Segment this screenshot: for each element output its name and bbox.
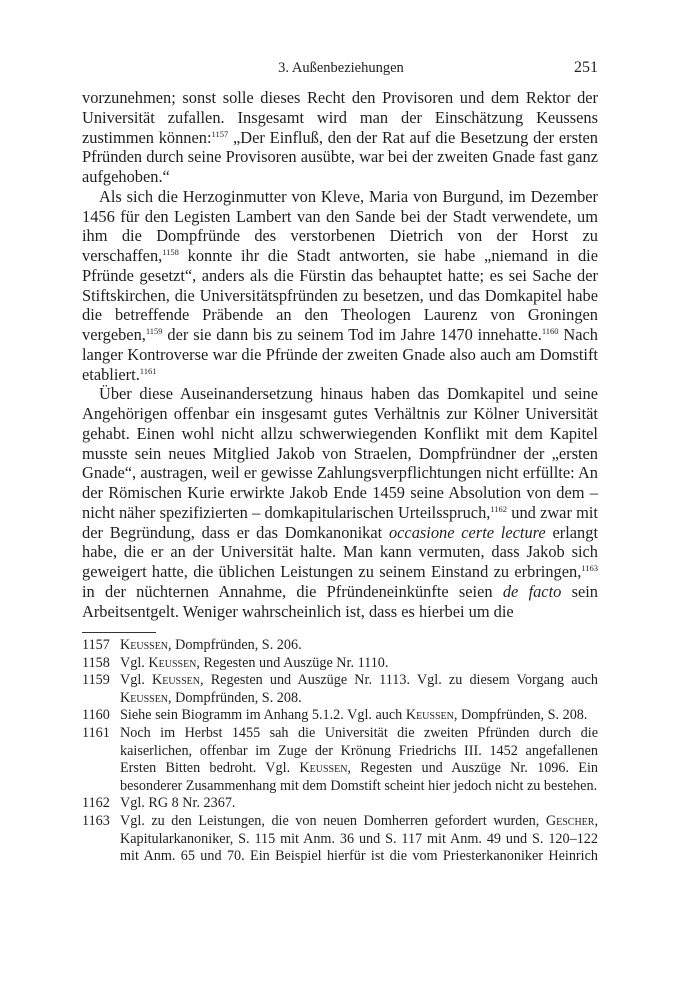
footnote-number: 1160 (82, 707, 110, 724)
text-run: der sie dann bis zu seinem Tod im Jahre 1470 innehatte. (162, 325, 542, 344)
footnote-1161 (82, 725, 598, 795)
footnote-text (120, 637, 598, 655)
text-run: Als sich die Herzoginmutter von Kleve, Maria von Burgund, im Dezember 1456 für den Legisten Lambert van den Sande bei der Stadt verwendete, um ihm die Dompfründe des verstorbenen Dietrich von der Horst zu verschaffen, (82, 186, 598, 265)
footnote-number: 1159 (82, 672, 110, 689)
footnote-1160 (82, 707, 598, 725)
paragraph-3 (82, 384, 598, 621)
footnote-number: 1157 (82, 637, 110, 653)
text-run: , Regesten und Auszüge Nr. 1113. Vgl. zu diesem Vorgang auch (200, 672, 599, 689)
footnotes (82, 637, 598, 866)
footnote-1162 (82, 795, 598, 813)
text-run: konnte ihr die Stadt antworten, sie habe „niemand in die Pfründe gesetzt“, anders als die Fürstin das behauptet hatte; es sei Sache der Stiftskirchen, die Universitätspfründen zu besetzen, und das Domkapitel habe die betreffende Präbende an den Theologen Laurenz von Groningen vergeben, (82, 246, 598, 344)
text-run: Vgl. (120, 672, 152, 689)
footnote-text (120, 707, 598, 725)
author-name: Keussen (405, 707, 454, 724)
footnote-ref[interactable]: 1163 (581, 563, 598, 573)
paragraph-2 (82, 187, 598, 385)
footnote-number: 1161 (82, 724, 110, 741)
footnote-1157 (82, 637, 598, 655)
footnote-ref[interactable]: 1159 (145, 326, 163, 336)
text-run: Noch im Herbst 1455 sah die Universität die zweiten Pfründen durch die kaiserlichen, offenbar im Zuge der Krönung Friedrichs III. 1452 angefallenen Ersten Bitten bedroht. Vgl. (120, 724, 598, 777)
footnote-text (120, 655, 598, 673)
footnote-text (120, 813, 598, 866)
footnote-text (120, 725, 598, 795)
text-run: Siehe sein Biogramm im Anhang 5.1.2. Vgl. auch (120, 707, 406, 724)
paragraph-1 (82, 88, 598, 187)
page-header (82, 60, 600, 82)
footnote-ref[interactable]: 1160 (541, 326, 559, 336)
text-run: erlangt habe, die er an der Universität halte. Man kann vermuten, dass Jakob sich geweigert hatte, die üblichen Leistungen zu seinem Einstand zu erbringen, (82, 522, 599, 581)
text-run: und zwar mit der Begründung, dass er das Domkanonikat (82, 502, 598, 542)
author-name: Keussen (151, 672, 201, 689)
italic-latin-phrase: de facto (502, 581, 562, 601)
text-run: , Regesten und Auszüge Nr. 1110. (196, 654, 389, 671)
footnote-ref[interactable]: 1157 (211, 128, 229, 139)
text-run: , Dompfründen, S. 206. (168, 637, 302, 653)
author-name: Keussen (120, 637, 169, 653)
footnote-number: 1158 (82, 654, 110, 671)
text-run: , Dompfründen, S. 208. (168, 689, 302, 706)
author-name: Keussen (120, 689, 169, 706)
text-run: Nach langer Kontroverse war die Pfründe der zweiten Gnade also auch am Domstift etabliert. (82, 325, 598, 384)
page-number: 251 (574, 59, 598, 76)
footnote-number: 1163 (82, 812, 110, 829)
text-run: Vgl. RG 8 Nr. 2367. (120, 795, 236, 812)
footnote-text (120, 795, 598, 813)
text-run: , Regesten und Auszüge Nr. 1096. Ein besonderer Zusammenhang mit dem Domstift scheint hier jedoch nicht zu bestehen. (120, 760, 598, 794)
text-run: vorzunehmen; sonst solle dieses Recht den Provisoren und dem Rektor der Universität zufallen. Insgesamt wird man der Einschätzung Keussens zustimmen können: (82, 88, 598, 147)
text-run: Vgl. zu den Leistungen, die von neuen Domherren gefordert wurden, (120, 812, 546, 829)
footnote-1159 (82, 672, 598, 707)
footnote-separator (82, 632, 156, 633)
italic-latin-phrase: occasione certe lecture (388, 522, 546, 542)
text-run: sein Arbeitsentgelt. Weniger wahrscheinlich ist, dass es hierbei um die (82, 581, 598, 621)
footnote-text (120, 672, 598, 707)
main-text (82, 88, 598, 621)
text-run: in der nüchternen Annahme, die Pfründeneinkünfte seien (82, 581, 503, 601)
author-name: Keussen (148, 654, 197, 671)
text-run: Über diese Auseinandersetzung hinaus haben das Domkapitel und seine Angehörigen offenbar ein insgesamt gutes Verhältnis zur Kölner Universität gehabt. Einen wohl nicht allzu schwerwiegenden Konflikt mit dem Kapitel musste sein neues Mitglied Jakob von Straelen, Dompfründner der „ersten Gnade“, austragen, weil er gewisse Zahlungsverpflichtungen nicht erfüllte: An der Römischen Kurie erwirkte Jakob Ende 1459 seine Absolution von dem – nicht näher spezifizierten – domkapitularischen Urteilsspruch, (82, 384, 598, 522)
text-run: Vgl. (120, 654, 149, 671)
footnote-1158 (82, 655, 598, 673)
text-run: , Kapitularkanoniker, S. 115 mit Anm. 36 und S. 117 mit Anm. 49 und S. 120–122 mit Anm. 65 und 70. Ein Beispiel hierfür ist die vom Priesterkanoniker Heinrich (120, 812, 598, 865)
author-name: Keussen (299, 760, 348, 777)
text-run: , Dompfründen, S. 208. (453, 707, 588, 724)
footnote-ref[interactable]: 1162 (490, 503, 508, 514)
footnote-1163 (82, 813, 598, 866)
author-name: Gescher (545, 812, 595, 829)
footnote-number: 1162 (82, 795, 110, 812)
footnote-ref[interactable]: 1158 (162, 247, 179, 257)
running-head: 3. Außenbeziehungen (278, 60, 404, 76)
footnote-ref[interactable]: 1161 (139, 365, 157, 376)
text-run: „Der Einfluß, den der Rat auf die Besetzung der ersten Pfründen durch seine Provisoren ausübte, war bei der zweiten Gnade fast ganz aufgehoben.“ (82, 127, 598, 186)
